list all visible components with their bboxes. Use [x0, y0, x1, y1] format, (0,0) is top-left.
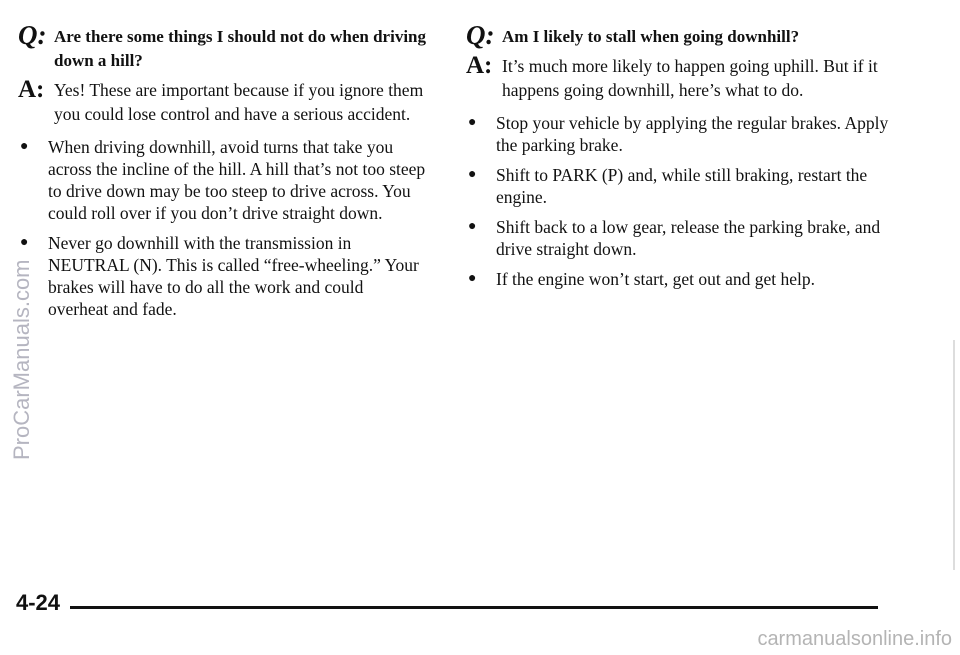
list-item: [18, 136, 428, 224]
right-column: [466, 22, 906, 298]
left-answer: [18, 77, 428, 126]
answer-text: Yes! These are important because if you ignore them you could lose control and have a serious accident.: [54, 80, 424, 124]
bullet-text: Shift to PARK (P) and, while still braking, restart the engine.: [496, 165, 868, 207]
question-text: Am I likely to stall when going downhill?: [502, 27, 800, 46]
question-mark-label: Q:: [18, 20, 47, 50]
bullet-text: Stop your vehicle by applying the regular brakes. Apply the parking brake.: [496, 113, 889, 155]
list-item: [466, 112, 906, 156]
bullet-icon: ●: [468, 167, 477, 182]
answer-mark-label: A:: [466, 52, 493, 79]
answer-text: It’s much more likely to happen going uphill. But if it happens going downhill, here’s what to do.: [502, 56, 878, 100]
left-question: [18, 22, 428, 73]
bullet-icon: ●: [468, 219, 477, 234]
list-item: [466, 216, 906, 260]
bullet-text: Shift back to a low gear, release the parking brake, and drive straight down.: [496, 217, 881, 259]
list-item: [466, 268, 906, 290]
right-question: [466, 22, 906, 49]
bullet-icon: ●: [20, 235, 29, 250]
bullet-text: Never go downhill with the transmission in NEUTRAL (N). This is called “free-wheeling.” Your brakes will have to do all the work and could overheat and fade.: [48, 233, 419, 319]
bullet-icon: ●: [20, 139, 29, 154]
answer-mark-label: A:: [18, 76, 45, 103]
bullet-text: If the engine won’t start, get out and get help.: [496, 269, 815, 289]
bullet-icon: ●: [468, 115, 477, 130]
page-number: 4-24: [16, 590, 61, 615]
list-item: [18, 232, 428, 320]
left-column: [18, 22, 428, 328]
watermark-text: ProCarManuals.com: [9, 259, 34, 460]
bullet-icon: ●: [468, 271, 477, 286]
edge-divider: [953, 340, 955, 570]
list-item: [466, 164, 906, 208]
right-answer: [466, 53, 906, 102]
bullet-text: When driving downhill, avoid turns that take you across the incline of the hill. A hill that’s not too steep to drive down may be too steep to drive across. You could roll over if you don’t drive straight down.: [48, 137, 426, 223]
question-mark-label: Q:: [466, 20, 495, 50]
footer-brand: carmanualsonline.info: [757, 628, 952, 650]
page-divider: [70, 606, 878, 609]
question-text: Are there some things I should not do when driving down a hill?: [54, 27, 427, 70]
